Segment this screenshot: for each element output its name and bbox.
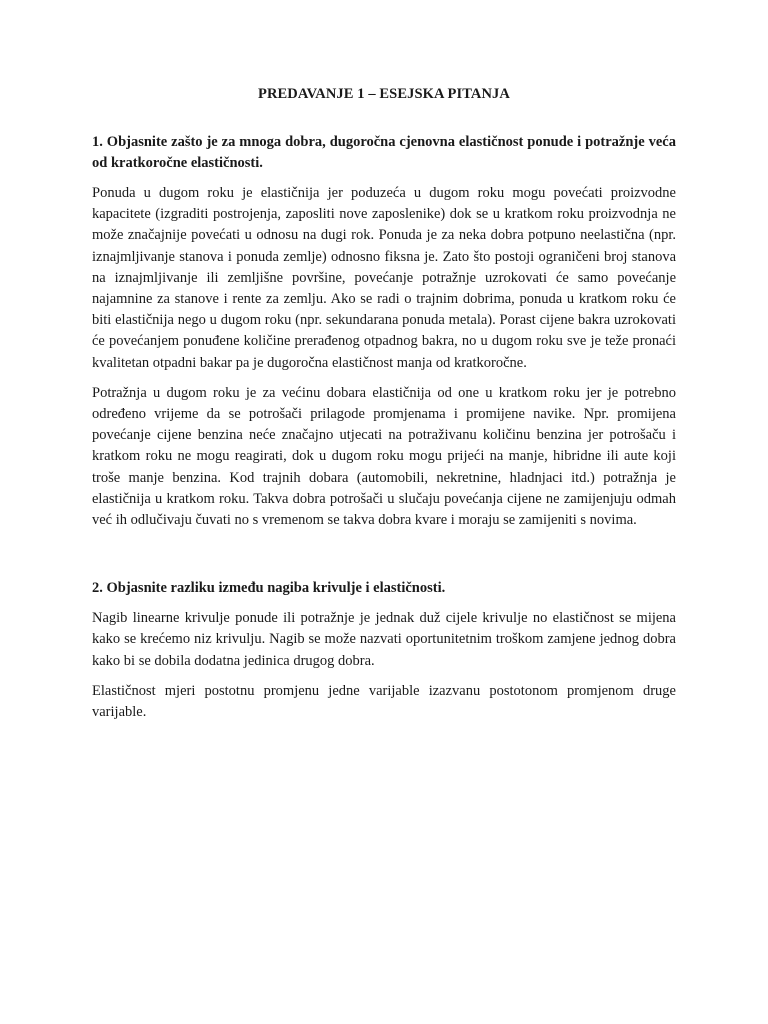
section-2-paragraph-1: Nagib linearne krivulje ponude ili potražnje je jednak duž cijele krivulje no elastičnost se mijena kako se krećemo niz krivulju. Nagib se može nazvati oportunitetnim troškom zamjene jednog dobra kako bi se dobila dodatna jedinica drugog dobra. — [92, 610, 676, 669]
question-1-heading: 1. Objasnite zašto je za mnoga dobra, dugoročna cjenovna elastičnost ponude i potražnje veća od kratkoročne elastičnosti. — [92, 134, 676, 171]
section-1 — [92, 132, 676, 531]
section-1-paragraph-1: Ponuda u dugom roku je elastičnija jer poduzeća u dugom roku mogu povećati proizvodne kapacitete (izgraditi postrojenja, zaposliti nove zaposlenike) dok se u kratkom roku proizvodnja ne može značajnije povećati u odnosu na dugi rok. Ponuda je za neka dobra potpuno neelastična (npr. iznajmljivanje stanova i ponuda zemlje) odnosno fiksna je. Zato što postoji ograničeni broj stanova na iznajmljivanje ili zemljišne površine, povećanje potražnje uzrokovati će samo povećanje najamnine za stanove i rente za zemlju. Ako se radi o trajnim dobrima, ponuda u kratkom roku će biti elastičnija nego u dugom roku (npr. sekundarana ponuda metala). Porast cijene bakra uzrokovati će povećanjem ponuđene količine prerađenog otpadnog bakra, no u dugom roku sve je teže pronaći kvalitetan otpadni bakar pa je dugoročna elastičnost manja od kratkoročne. — [92, 185, 676, 371]
document-title: PREDAVANJE 1 – ESEJSKA PITANJA — [258, 86, 510, 102]
section-2 — [92, 578, 676, 723]
section-1-paragraph-2: Potražnja u dugom roku je za većinu dobara elastičnija od one u kratkom roku jer je potrebno određeno vrijeme da se potrošači prilagode promjenama i promijene navike. Npr. promijena povećanje cijene benzina neće značajno utjecati na potraživanu količinu benzina jer potrošaču i kratkom roku ne mogu reagirati, dok u dugom roku mogu prijeći na manje, hibridne ili aute koji troše manje benzina. Kod trajnih dobara (automobili, nekretnine, hladnjaci itd.) potražnja je elastičnija u kratkom roku. Takva dobra potrošači u slučaju povećanja cijene ne zamijenjuju odmah već ih odlučivaju čuvati no s vremenom se takva dobra kvare i moraju se zamijeniti s novima. — [92, 384, 676, 529]
question-2-heading: 2. Objasnite razliku između nagiba krivulje i elastičnosti. — [92, 580, 446, 597]
section-2-paragraph-2: Elastičnost mjeri postotnu promjenu jedne varijable izazvanu postotonom promjenom druge varijable. — [92, 682, 676, 721]
document-content — [92, 84, 676, 732]
section-spacer — [92, 540, 676, 578]
